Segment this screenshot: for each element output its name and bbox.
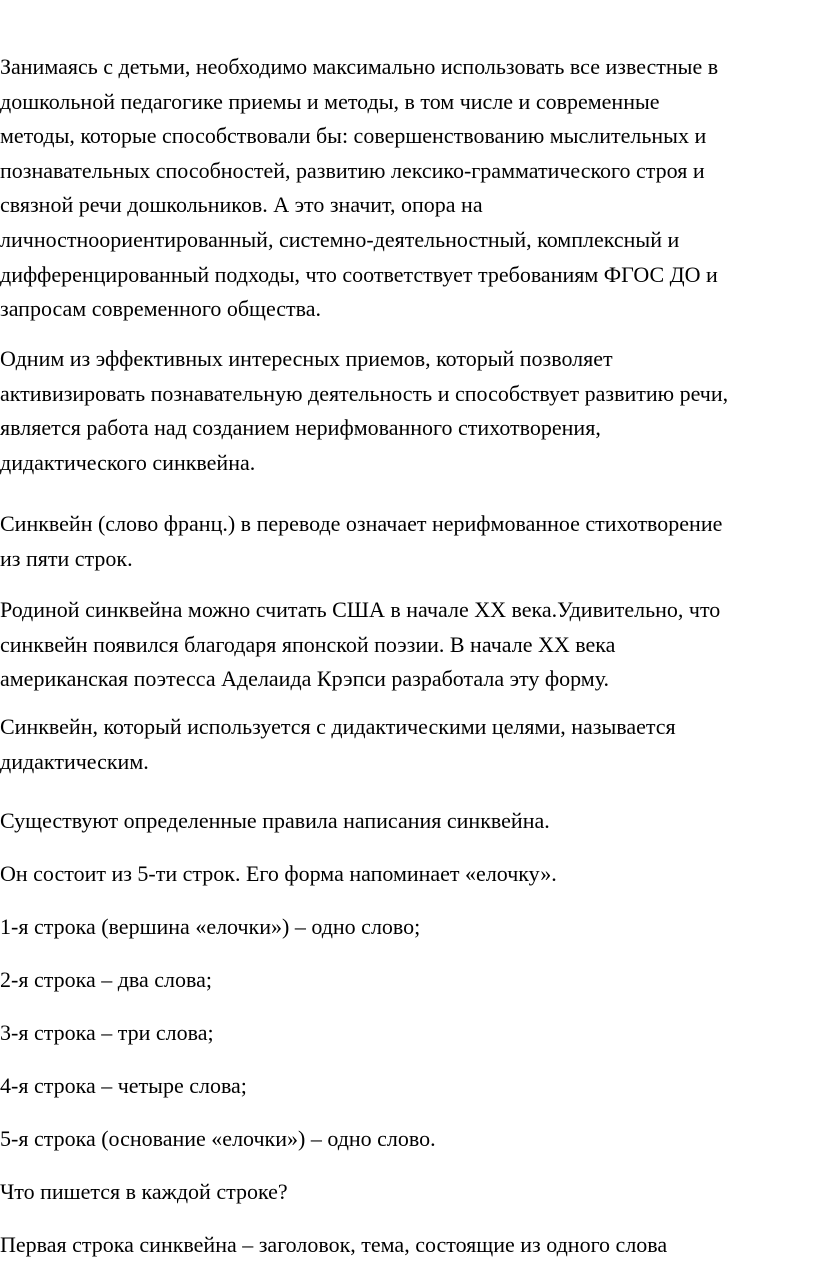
paragraph-intro (0, 50, 816, 327)
paragraph-question (0, 1175, 816, 1210)
text-line: Первая строка синквейна – заголовок, тема, состоящие из одного слова (0, 1232, 668, 1257)
text-line: дидактическим. (0, 748, 149, 774)
text-line: Родиной синквейна можно считать США в начале XX века.Удивительно, что (0, 597, 721, 622)
text-line: дидактического синквейна. (0, 449, 256, 475)
text-line: запросам современного общества. (0, 296, 322, 322)
paragraph-definition (0, 507, 816, 576)
text-line: дифференцированный подходы, что соответствует требованиям ФГОС ДО и (0, 261, 718, 287)
text-line: 5-я строка (основание «елочки») – одно слово. (0, 1126, 436, 1151)
paragraph-line-5 (0, 1122, 816, 1157)
paragraph-line-1 (0, 910, 816, 945)
paragraph-form (0, 857, 816, 892)
paragraph-line-4 (0, 1069, 816, 1104)
text-line: Занимаясь с детьми, необходимо максимально использовать все известные в (0, 54, 719, 79)
text-line: американская поэтесса Аделаида Крэпси разработала эту форму. (0, 666, 610, 692)
paragraph-line-2 (0, 963, 816, 998)
paragraph-line-3 (0, 1016, 816, 1051)
paragraph-first-line (0, 1228, 816, 1263)
text-line: личностноориентированный, системно-деятельностный, комплексный и (0, 226, 680, 252)
text-line: Он состоит из 5-ти строк. Его форма напоминает «елочку». (0, 861, 557, 886)
text-line: связной речи дошкольников. А это значит, опора на (0, 192, 483, 218)
text-line: активизировать познавательную деятельность и способствует развитию речи, (0, 380, 729, 406)
text-line: 4-я строка – четыре слова; (0, 1073, 247, 1098)
text-line: синквейн появился благодаря японской поэзии. В начале XX века (0, 631, 616, 657)
text-line: дошкольной педагогике приемы и методы, в том числе и современные (0, 88, 660, 114)
text-line: является работа над созданием нерифмованного стихотворения, (0, 415, 601, 441)
text-line: Что пишется в каждой строке? (0, 1179, 288, 1204)
paragraph-technique (0, 342, 816, 480)
paragraph-didactic (0, 710, 816, 779)
text-line: 3-я строка – три слова; (0, 1020, 214, 1045)
text-line: Синквейн (слово франц.) в переводе означает нерифмованное стихотворение (0, 511, 723, 536)
paragraph-rules (0, 804, 816, 839)
text-line: 2-я строка – два слова; (0, 967, 212, 992)
text-line: из пяти строк. (0, 545, 133, 571)
text-line: познавательных способностей, развитию лексико-грамматического строя и (0, 157, 705, 183)
text-line: Синквейн, который используется с дидактическими целями, называется (0, 714, 676, 739)
text-line: Существуют определенные правила написания синквейна. (0, 808, 550, 833)
text-line: Одним из эффективных интересных приемов, который позволяет (0, 346, 613, 371)
text-line: 1-я строка (вершина «елочки») – одно слово; (0, 914, 421, 939)
paragraph-history (0, 593, 816, 697)
text-line: методы, которые способствовали бы: совершенствованию мыслительных и (0, 123, 707, 149)
